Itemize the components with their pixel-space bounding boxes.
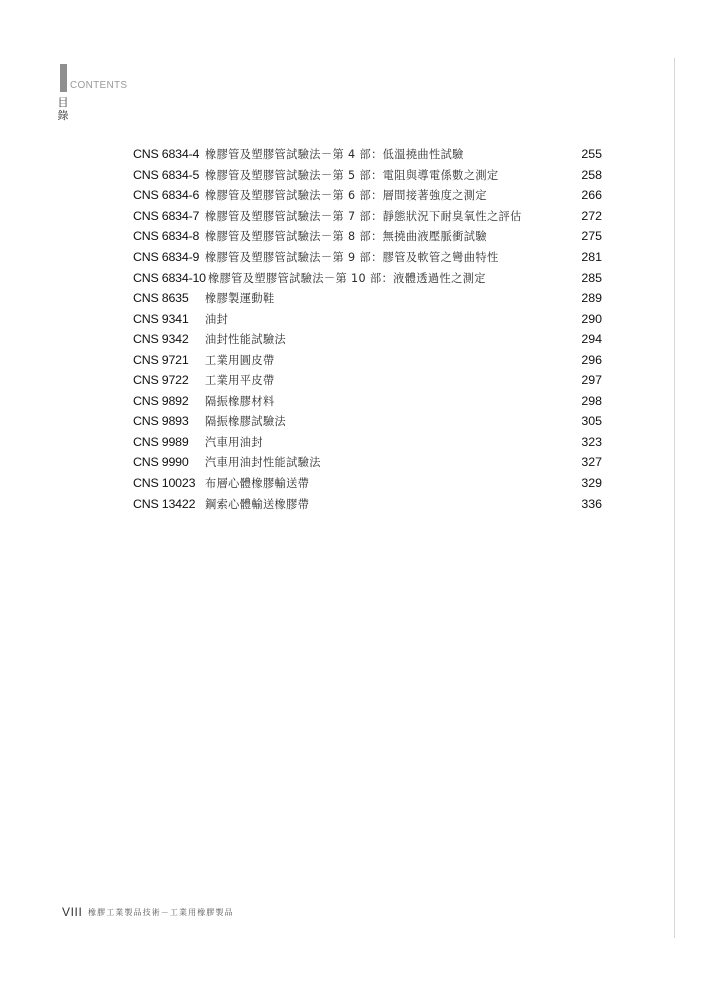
toc-entry-code: CNS 8635 (133, 291, 189, 306)
vertical-section-label: 目錄 (57, 96, 69, 122)
toc-entry[interactable] (133, 493, 602, 514)
toc-entry-code: CNS 9721 (133, 352, 189, 367)
toc-entry-code: CNS 6834-5 (133, 167, 200, 182)
toc-entry[interactable] (133, 288, 602, 309)
toc-entry-title: 橡膠管及塑膠管試驗法－第 6 部：層間接著強度之測定 (205, 189, 487, 203)
toc-entry-page: 323 (581, 434, 602, 449)
toc-entry-title: 油封 (205, 312, 229, 326)
toc-entry[interactable] (133, 349, 602, 370)
toc-entry-title: 鋼索心體輸送橡膠帶 (205, 497, 310, 511)
toc-entry-code: CNS 9341 (133, 311, 189, 326)
toc-entry-code: CNS 9989 (133, 434, 189, 449)
toc-entry-title: 橡膠管及塑膠管試驗法－第 8 部：無撓曲液壓脈衝試驗 (205, 230, 487, 244)
toc-entry-page: 258 (581, 167, 602, 182)
toc-entry-title: 隔振橡膠試驗法 (205, 415, 287, 429)
toc-entry[interactable] (133, 452, 602, 473)
toc-entry-page: 336 (581, 496, 602, 511)
toc-entry-title: 橡膠管及塑膠管試驗法－第 5 部：電阻與導電係數之測定 (205, 168, 499, 182)
toc-entry-title: 工業用平皮帶 (205, 374, 275, 388)
toc-entry-code: CNS 9893 (133, 414, 189, 429)
toc-entry-code: CNS 9892 (133, 393, 189, 408)
toc-entry[interactable] (133, 370, 602, 391)
toc-entry[interactable] (133, 247, 602, 268)
toc-entry-title: 工業用圓皮帶 (205, 353, 275, 367)
toc-entry[interactable] (133, 185, 602, 206)
toc-entry-code: CNS 6834-10 (133, 270, 206, 285)
toc-entry-page: 327 (581, 455, 602, 470)
toc-entry-title: 汽車用油封性能試驗法 (205, 456, 321, 470)
toc-entry-code: CNS 6834-9 (133, 250, 200, 264)
toc-entry-page: 289 (581, 291, 602, 306)
toc-entry-title: 橡膠管及塑膠管試驗法－第 4 部：低溫撓曲性試驗 (205, 148, 464, 162)
toc-entry-title: 油封性能試驗法 (205, 333, 287, 347)
toc-entry-page: 294 (581, 332, 602, 347)
toc-entry-page: 266 (581, 188, 602, 203)
toc-entry-page: 297 (581, 373, 602, 388)
toc-entry-code: CNS 9722 (133, 373, 189, 388)
toc-entry-page: 296 (581, 352, 602, 367)
table-of-contents (133, 144, 602, 514)
toc-entry[interactable] (133, 391, 602, 412)
toc-entry[interactable] (133, 473, 602, 494)
contents-marker-bar (60, 64, 67, 92)
toc-entry-page: 329 (581, 476, 602, 491)
toc-entry[interactable] (133, 206, 602, 227)
toc-entry-page: 298 (581, 393, 602, 408)
toc-entry[interactable] (133, 267, 602, 288)
contents-heading: CONTENTS (70, 80, 128, 91)
page-edge-rule (674, 58, 675, 938)
toc-entry-page: 272 (581, 208, 602, 223)
footer-page-number: VIII (62, 905, 83, 919)
toc-entry-code: CNS 6834-8 (133, 229, 200, 244)
toc-entry-title: 汽車用油封 (205, 435, 263, 449)
toc-entry[interactable] (133, 308, 602, 329)
toc-entry[interactable] (133, 144, 602, 165)
toc-entry[interactable] (133, 329, 602, 350)
toc-entry-code: CNS 9342 (133, 332, 189, 347)
toc-entry-title: 橡膠管及塑膠管試驗法－第 10 部：液體透過性之測定 (208, 271, 486, 285)
toc-entry-title: 橡膠製運動鞋 (205, 292, 275, 306)
toc-entry-code: CNS 6834-7 (133, 208, 200, 223)
toc-entry-title: 橡膠管及塑膠管試驗法－第 7 部：靜態狀況下耐臭氧性之評估 (205, 209, 522, 223)
toc-entry-code: CNS 6834-4 (133, 147, 200, 162)
toc-entry[interactable] (133, 432, 602, 453)
toc-entry-code: CNS 13422 (133, 496, 196, 511)
toc-entry[interactable] (133, 411, 602, 432)
footer-book-title: 橡膠工業製品技術－工業用橡膠製品 (88, 908, 234, 917)
toc-entry-title: 隔振橡膠材料 (205, 394, 275, 408)
toc-entry-page: 255 (581, 147, 602, 162)
toc-entry[interactable] (133, 165, 602, 186)
toc-entry-title: 橡膠管及塑膠管試驗法－第 9 部：膠管及軟管之彎曲特性 (205, 251, 499, 264)
toc-entry-page: 275 (581, 229, 602, 244)
toc-entry[interactable] (133, 226, 602, 247)
toc-entry-code: CNS 6834-6 (133, 188, 200, 203)
toc-entry-title: 布層心體橡膠輸送帶 (205, 477, 310, 491)
toc-entry-code: CNS 9990 (133, 455, 189, 470)
toc-entry-code: CNS 10023 (133, 476, 196, 491)
toc-entry-page: 305 (581, 414, 602, 429)
toc-entry-page: 290 (581, 311, 602, 326)
toc-entry-page: 281 (581, 250, 602, 264)
toc-entry-page: 285 (581, 270, 602, 285)
